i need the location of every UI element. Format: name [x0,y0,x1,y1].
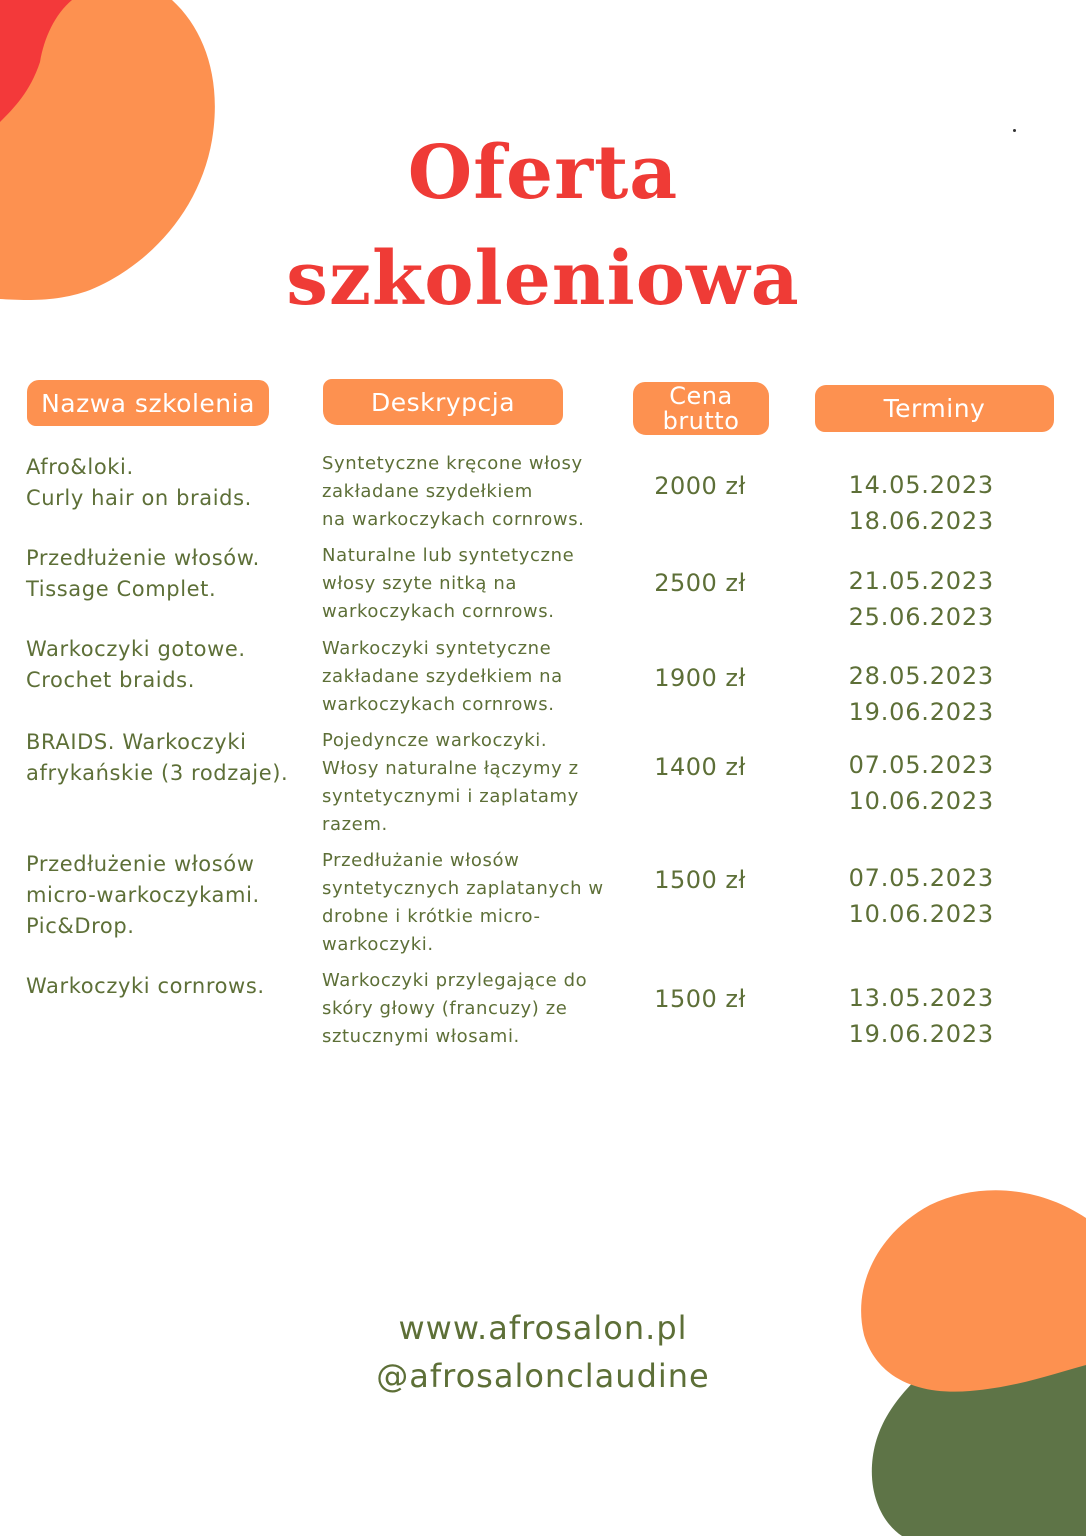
course-price: 1400 zł [654,753,746,781]
course-price: 1500 zł [654,985,746,1013]
course-description [322,727,632,839]
course-dates [800,467,994,539]
header-price-line-2: brutto [662,406,740,435]
course-description-line: skóry głowy (francuzy) ze [322,998,568,1019]
course-name [26,543,316,605]
course-price: 1500 zł [654,866,746,894]
course-description-line: Włosy naturalne łączymy z [322,758,579,779]
course-description [322,967,632,1051]
course-name-line: BRAIDS. Warkoczyki [26,730,247,754]
course-description-line: włosy szyte nitką na [322,573,518,594]
course-name-line: Tissage Complet. [26,577,217,601]
course-name-line: Pic&Drop. [26,914,135,938]
course-description-line: Przedłużanie włosów [322,850,520,871]
course-name [26,634,316,696]
course-description-line: Warkoczyki przylegające do [322,970,588,991]
course-dates [800,658,994,730]
course-name [26,452,316,514]
course-description-line: Naturalne lub syntetyczne [322,545,575,566]
page-title-line-2: szkoleniowa [286,236,800,322]
course-dates-line: 14.05.2023 [848,471,994,499]
course-dates-line: 19.06.2023 [848,1020,994,1048]
course-description-line: Warkoczyki syntetyczne [322,638,552,659]
course-dates-line: 28.05.2023 [848,662,994,690]
course-name-line: afrykańskie (3 rodzaje). [26,761,289,785]
course-description-line: razem. [322,814,388,835]
course-description-line: na warkoczykach cornrows. [322,509,585,530]
course-price: 2000 zł [654,472,746,500]
course-description-line: drobne i krótkie micro- [322,906,541,927]
course-description-line: syntetycznymi i zaplatamy [322,786,579,807]
course-description-line: Pojedyncze warkoczyki. [322,730,548,751]
course-name-line: micro-warkoczykami. [26,883,260,907]
course-name-line: Crochet braids. [26,668,195,692]
course-description-line: Syntetyczne kręcone włosy [322,453,583,474]
course-name [26,971,316,1002]
course-dates-line: 19.06.2023 [848,698,994,726]
course-name-line: Curly hair on braids. [26,486,252,510]
course-name [26,849,316,942]
social-handle[interactable]: @afrosalonclaudine [376,1357,710,1395]
header-description: Deskrypcja [323,379,563,425]
course-price: 1900 zł [654,664,746,692]
course-name [26,727,316,789]
course-dates-line: 10.06.2023 [848,900,994,928]
course-description-line: zakładane szydełkiem [322,481,533,502]
course-dates [800,860,994,932]
course-description [322,450,632,534]
header-course-name: Nazwa szkolenia [27,380,269,426]
course-description-line: sztucznymi włosami. [322,1026,520,1047]
course-dates-line: 13.05.2023 [848,984,994,1012]
course-name-line: Warkoczyki gotowe. [26,637,246,661]
website-link[interactable]: www.afrosalon.pl [398,1309,688,1347]
course-dates-line: 18.06.2023 [848,507,994,535]
header-dates: Terminy [815,385,1054,432]
course-description-line: warkoczykach cornrows. [322,694,555,715]
course-name-line: Przedłużenie włosów. [26,546,260,570]
header-price-line-1: Cena [669,381,733,410]
course-description [322,847,632,959]
course-dates-line: 10.06.2023 [848,787,994,815]
page-title-line-1: Oferta [407,130,679,216]
course-description-line: zakładane szydełkiem na [322,666,563,687]
course-price: 2500 zł [654,569,746,597]
course-description-line: warkoczyki. [322,934,434,955]
course-name-line: Afro&loki. [26,455,134,479]
course-dates-line: 07.05.2023 [848,864,994,892]
course-dates [800,747,994,819]
course-name-line: Warkoczyki cornrows. [26,974,265,998]
course-description-line: warkoczykach cornrows. [322,601,555,622]
course-description [322,542,632,626]
course-description-line: syntetycznych zaplatanych w [322,878,604,899]
course-dates [800,980,994,1052]
course-dates [800,563,994,635]
course-dates-line: 07.05.2023 [848,751,994,779]
course-dates-line: 21.05.2023 [848,567,994,595]
course-dates-line: 25.06.2023 [848,603,994,631]
course-description [322,635,632,719]
course-name-line: Przedłużenie włosów [26,852,255,876]
